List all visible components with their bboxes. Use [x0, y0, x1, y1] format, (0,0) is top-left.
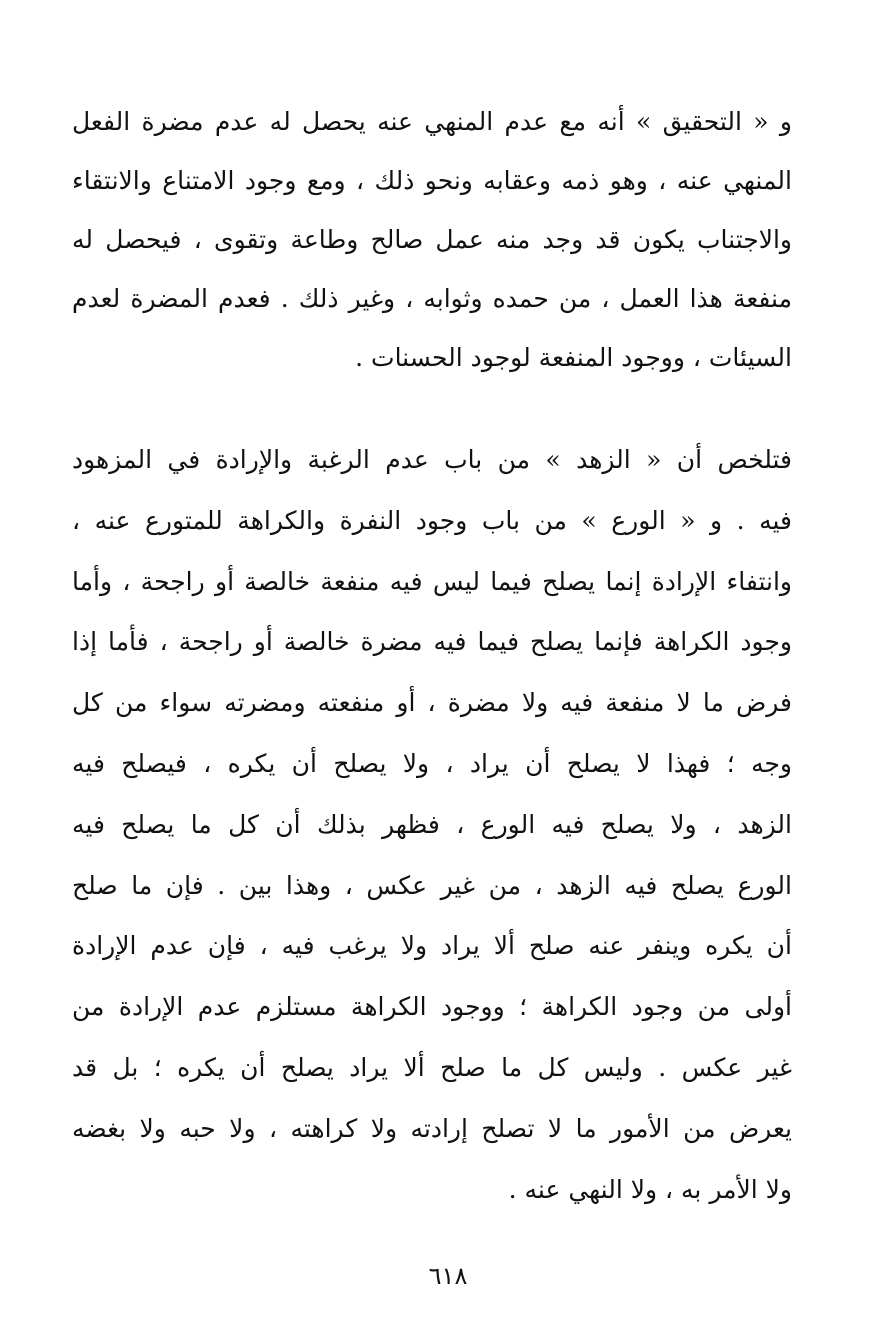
text-line: ولا الأمر به ، ولا النهي عنه . [508, 1174, 792, 1204]
text-line: يعرض من الأمور ما لا تصلح إرادته ولا كراهته ، ولا حبه ولا بغضه [72, 1113, 792, 1143]
text-line: وجود الكراهة فإنما يصلح فيما فيه مضرة خالصة أو راجحة ، فأما إذا [72, 627, 792, 657]
text-line: أولى من وجود الكراهة ؛ ووجود الكراهة مستلزم عدم الإرادة من [72, 992, 792, 1022]
text-line: منفعة هذا العمل ، من حمده وثوابه ، وغير ذلك . فعدم المضرة لعدم [72, 284, 792, 313]
text-line: غير عكس . وليس كل ما صلح ألا يراد يصلح أن يكره ؛ بل قد [72, 1052, 792, 1082]
text-line: الزهد ، ولا يصلح فيه الورع ، فظهر بذلك أن كل ما يصلح فيه [72, 809, 792, 839]
text-line: وانتفاء الإرادة إنما يصلح فيما ليس فيه منفعة خالصة أو راجحة ، وأما [72, 566, 792, 596]
text-line: السيئات ، ووجود المنفعة لوجود الحسنات . [355, 343, 792, 372]
page-number: ٦١٨ [428, 1262, 468, 1290]
text-line: فتلخص أن « الزهد » من باب عدم الرغبة والإرادة في المزهود [72, 445, 792, 474]
text-line: المنهي عنه ، وهو ذمه وعقابه ونحو ذلك ، ومع وجود الامتناع والانتقاء [72, 166, 792, 195]
text-line: والاجتناب يكون قد وجد منه عمل صالح وطاعة وتقوى ، فيحصل له [72, 225, 792, 254]
text-line: فرض ما لا منفعة فيه ولا مضرة ، أو منفعته ومضرته سواء من كل [72, 688, 792, 718]
text-line: فيه . و « الورع » من باب وجود النفرة والكراهة للمتورع عنه ، [72, 505, 792, 535]
paragraph-2 [72, 430, 792, 1220]
text-line: أن يكره وينفر عنه صلح ألا يراد ولا يرغب فيه ، فإن عدم الإرادة [72, 931, 792, 961]
paragraph-1 [72, 92, 792, 387]
text-line: و « التحقيق » أنه مع عدم المنهي عنه يحصل له عدم مضرة الفعل [72, 107, 792, 136]
text-line: الورع يصلح فيه الزهد ، من غير عكس ، وهذا بين . فإن ما صلح [72, 870, 792, 900]
text-line: وجه ؛ فهذا لا يصلح أن يراد ، ولا يصلح أن يكره ، فيصلح فيه [72, 748, 792, 778]
